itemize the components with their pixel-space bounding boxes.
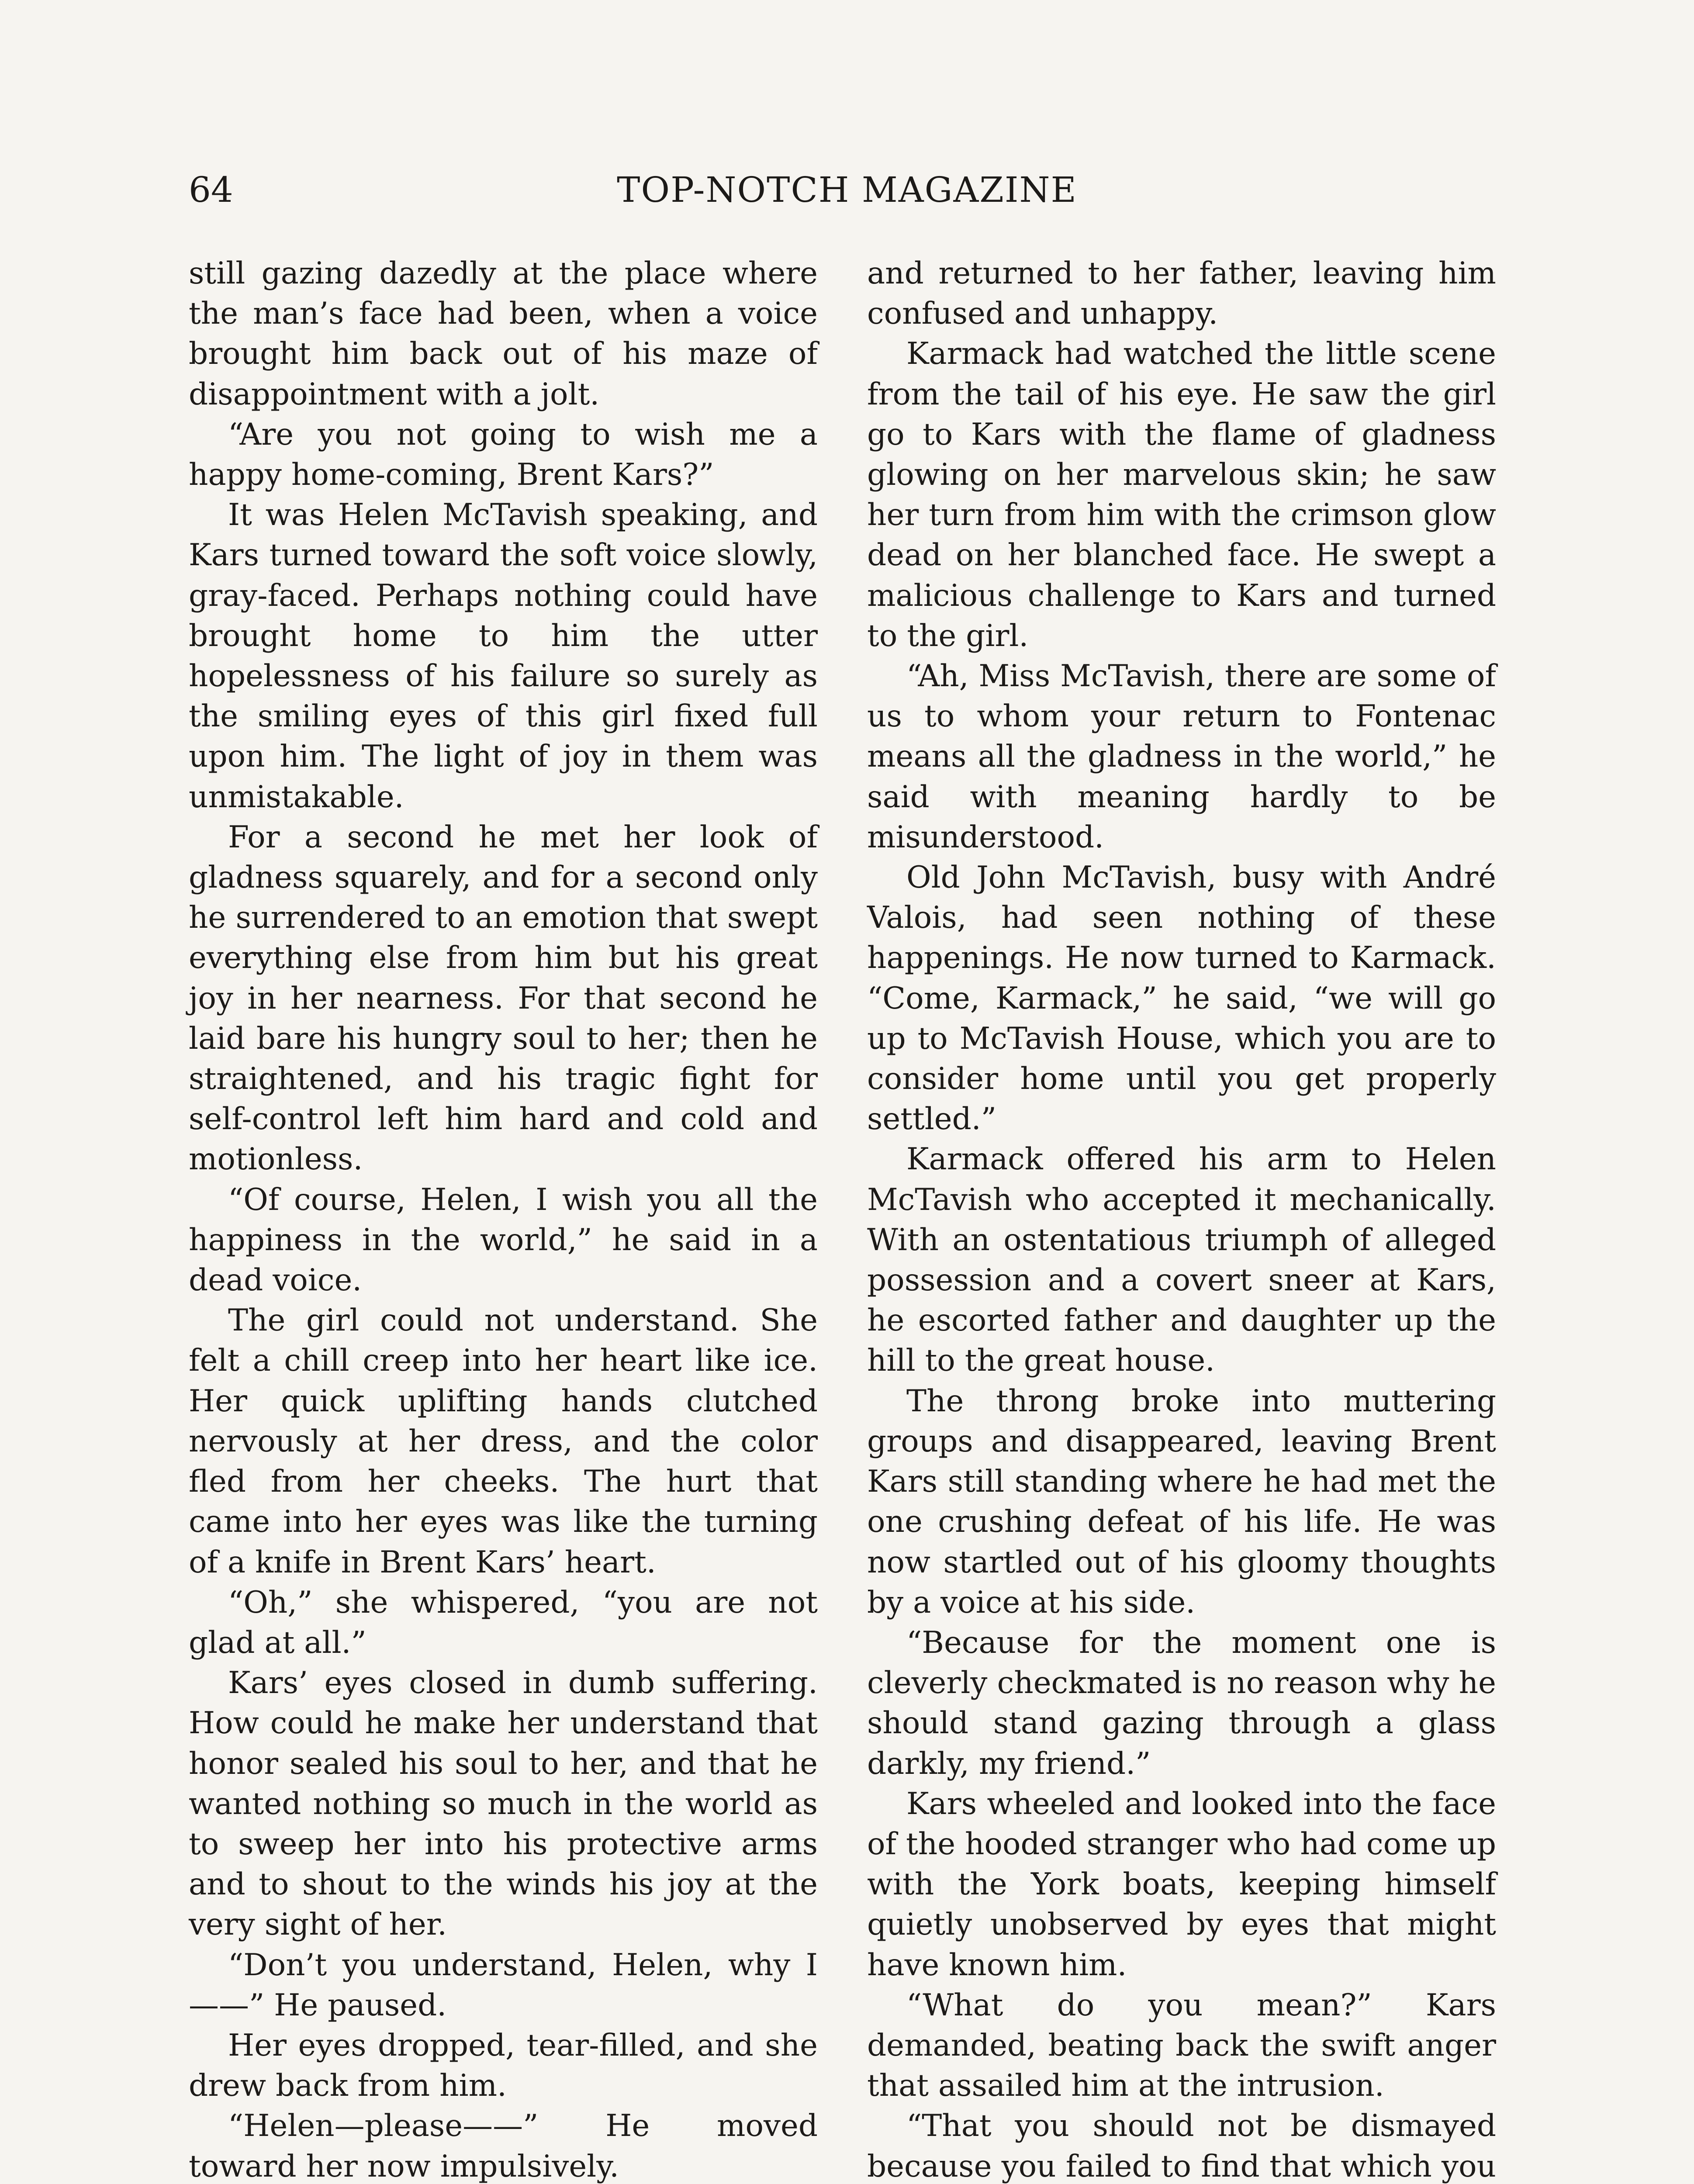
- left-column-paragraph: “Are you not going to wish me a happy home-coming, Brent Kars?”: [189, 417, 818, 493]
- right-column-paragraph: “What do you mean?” Kars demanded, beating back the swift anger that assailed him at the intrusion.: [867, 1987, 1496, 2104]
- right-column-paragraph: “Because for the moment one is cleverly checkmated is no reason why he should stand gazing through a glass darkly, my friend.”: [867, 1625, 1496, 1781]
- left-column-paragraph: The girl could not understand. She felt a chill creep into her heart like ice. Her quick uplifting hands clutched nervously at her dress, and the color fled from her cheeks. The hurt that came into her eyes was like the turning of a knife in Brent Kars’ heart.: [189, 1303, 818, 1580]
- left-column-paragraph: “Oh,” she whispered, “you are not glad at all.”: [189, 1585, 818, 1660]
- left-column: [189, 253, 818, 2184]
- right-column-paragraph: “Ah, Miss McTavish, there are some of us to whom your return to Fontenac means all the gladness in the world,” he said with meaning hardly to be misunderstood.: [867, 659, 1496, 855]
- right-column-paragraph: and returned to her father, leaving him confused and unhappy.: [867, 256, 1496, 332]
- running-head: TOP-NOTCH MAGAZINE: [617, 169, 1077, 210]
- right-column-paragraph: Karmack offered his arm to Helen McTavish who accepted it mechanically. With an ostentatious triumph of alleged possession and a covert sneer at Kars, he escorted father and daughter up the hill to the great house.: [867, 1142, 1496, 1379]
- left-column-paragraph: Her eyes dropped, tear-filled, and she drew back from him.: [189, 2028, 818, 2104]
- right-column-paragraph: The throng broke into muttering groups and disappeared, leaving Brent Kars still standing where he had met the one crushing defeat of his life. He was now startled out of his gloomy thoughts by a voice at his side.: [867, 1383, 1496, 1620]
- right-column-paragraph: Old John McTavish, busy with André Valois, had seen nothing of these happenings. He now turned to Karmack. “Come, Karmack,” he said, “we will go up to McTavish House, which you are to consider home until you get properly settled.”: [867, 860, 1496, 1137]
- left-column-paragraph: still gazing dazedly at the place where the man’s face had been, when a voice brought him back out of his maze of disappointment with a jolt.: [189, 256, 818, 412]
- left-column-paragraph: For a second he met her look of gladness squarely, and for a second only he surrendered to an emotion that swept everything else from him but his great joy in her nearness. For that second he laid bare his hungry soul to her; then he straightened, and his tragic fight for self-control left him hard and cold and motionless.: [189, 819, 818, 1177]
- right-column-paragraph: Karmack had watched the little scene from the tail of his eye. He saw the girl go to Kars with the flame of gladness glowing on her marvelous skin; he saw her turn from him with the crimson glow dead on her blanched face. He swept a malicious challenge to Kars and turned to the girl.: [867, 336, 1496, 653]
- left-column-paragraph: “Of course, Helen, I wish you all the happiness in the world,” he said in a dead voice.: [189, 1182, 818, 1298]
- right-column-paragraph: “That you should not be dismayed because you failed to find that which you: [867, 2108, 1496, 2184]
- page-number: 64: [189, 169, 233, 210]
- left-column-paragraph: Kars’ eyes closed in dumb suffering. How could he make her understand that honor sealed his soul to her, and that he wanted nothing so much in the world as to sweep her into his protective arms and to shout to the winds his joy at the very sight of her.: [189, 1666, 818, 1942]
- left-column-paragraph: It was Helen McTavish speaking, and Kars turned toward the soft voice slowly, gray-faced. Perhaps nothing could have brought home to him the utter hopelessness of his failure so surely as the smiling eyes of this girl fixed full upon him. The light of joy in them was unmistakable.: [189, 498, 818, 815]
- left-column-paragraph: “Helen—please——” He moved toward her now impulsively.: [189, 2108, 818, 2184]
- left-column-paragraph: “Don’t you understand, Helen, why I——” He paused.: [189, 1947, 818, 2023]
- right-column-paragraph: Kars wheeled and looked into the face of the hooded stranger who had come up with the York boats, keeping himself quietly unobserved by eyes that might have known him.: [867, 1786, 1496, 1983]
- right-column: [867, 253, 1496, 2184]
